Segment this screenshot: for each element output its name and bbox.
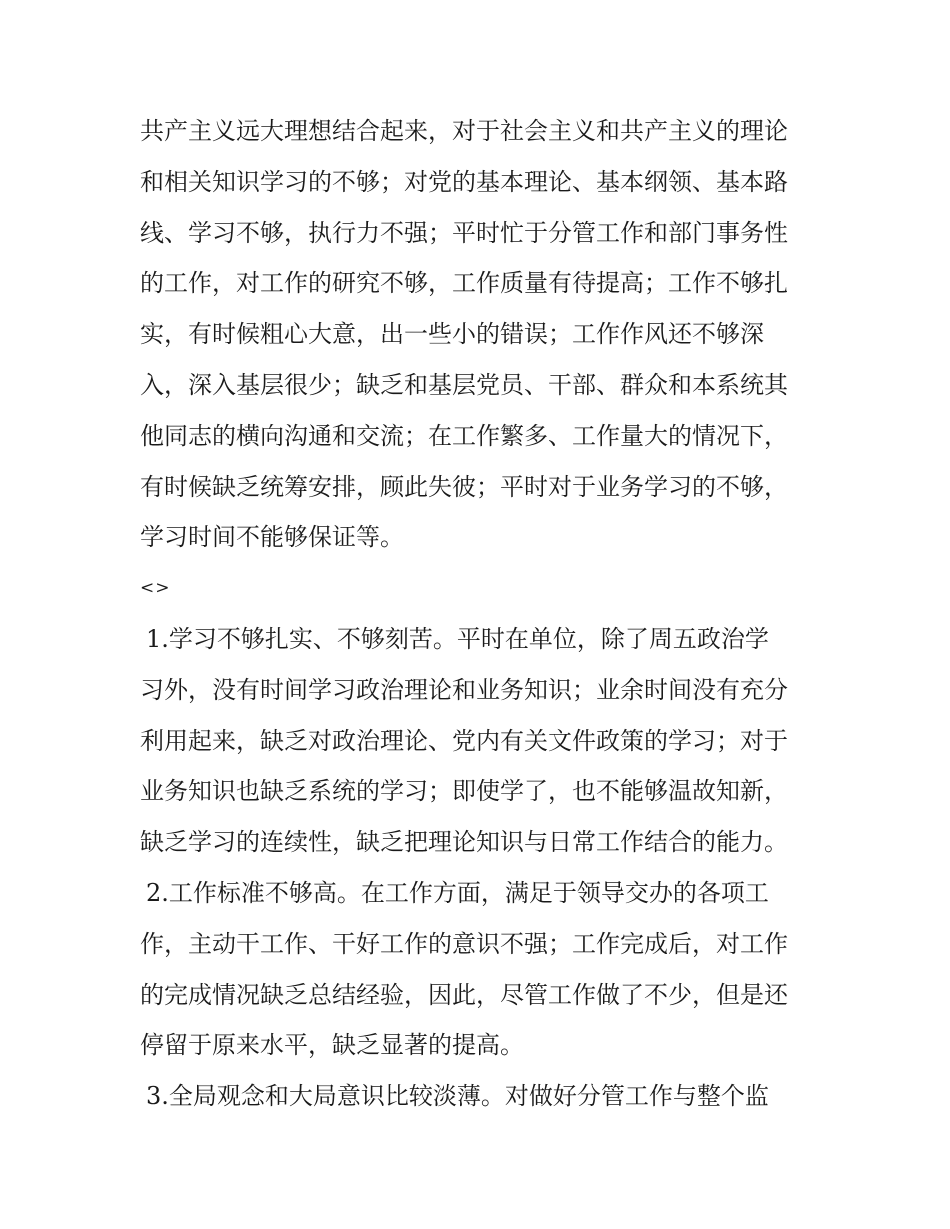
text-line: 利用起来，缺乏对政治理论、党内有关文件政策的学习；对于 xyxy=(140,726,788,755)
text-line: 业务知识也缺乏系统的学习；即使学了，也不能够温故知新， xyxy=(140,777,788,806)
text-line: 共产主义远大理想结合起来，对于社会主义和共产主义的理论 xyxy=(140,117,788,145)
text-line: 实，有时候粗心大意，出一些小的错误；工作作风还不够深 xyxy=(140,320,764,349)
text-line: 线、学习不够，执行力不强；平时忙于分管工作和部门事务性 xyxy=(140,218,788,247)
text-line: 作，主动干工作、干好工作的意识不强；工作完成后，对工作 xyxy=(140,929,788,958)
numbered-item-3: 3.全局观念和大局意识比较淡薄。对做好分管工作与整个监 xyxy=(146,1082,769,1111)
text-line: 入，深入基层很少；缺乏和基层党员、干部、群众和本系统其 xyxy=(140,370,788,399)
numbered-item-1: 1.学习不够扎实、不够刻苦。平时在单位，除了周五政治学 xyxy=(146,624,769,653)
text-line: 缺乏学习的连续性，缺乏把理论知识与日常工作结合的能力。 xyxy=(140,828,788,857)
text-line: 的工作，对工作的研究不够，工作质量有待提高；工作不够扎 xyxy=(140,269,788,298)
document-body xyxy=(140,106,820,1122)
text-line: 停留于原来水平，缺乏显著的提高。 xyxy=(140,1031,524,1060)
text-line: 有时候缺乏统筹安排，顾此失彼；平时对于业务学习的不够， xyxy=(140,472,788,501)
text-line: 他同志的横向沟通和交流；在工作繁多、工作量大的情况下， xyxy=(140,421,788,450)
numbered-item-2: 2.工作标准不够高。在工作方面，满足于领导交办的各项工 xyxy=(146,878,769,907)
text-line: 学习时间不能够保证等。 xyxy=(140,523,404,552)
text-line: 习外，没有时间学习政治理论和业务知识；业余时间没有充分 xyxy=(140,675,788,704)
text-line: 和相关知识学习的不够；对党的基本理论、基本纲领、基本路 xyxy=(140,167,788,196)
separator-marker: <> xyxy=(140,578,171,599)
text-line: 的完成情况缺乏总结经验，因此，尽管工作做了不少，但是还 xyxy=(140,980,788,1009)
